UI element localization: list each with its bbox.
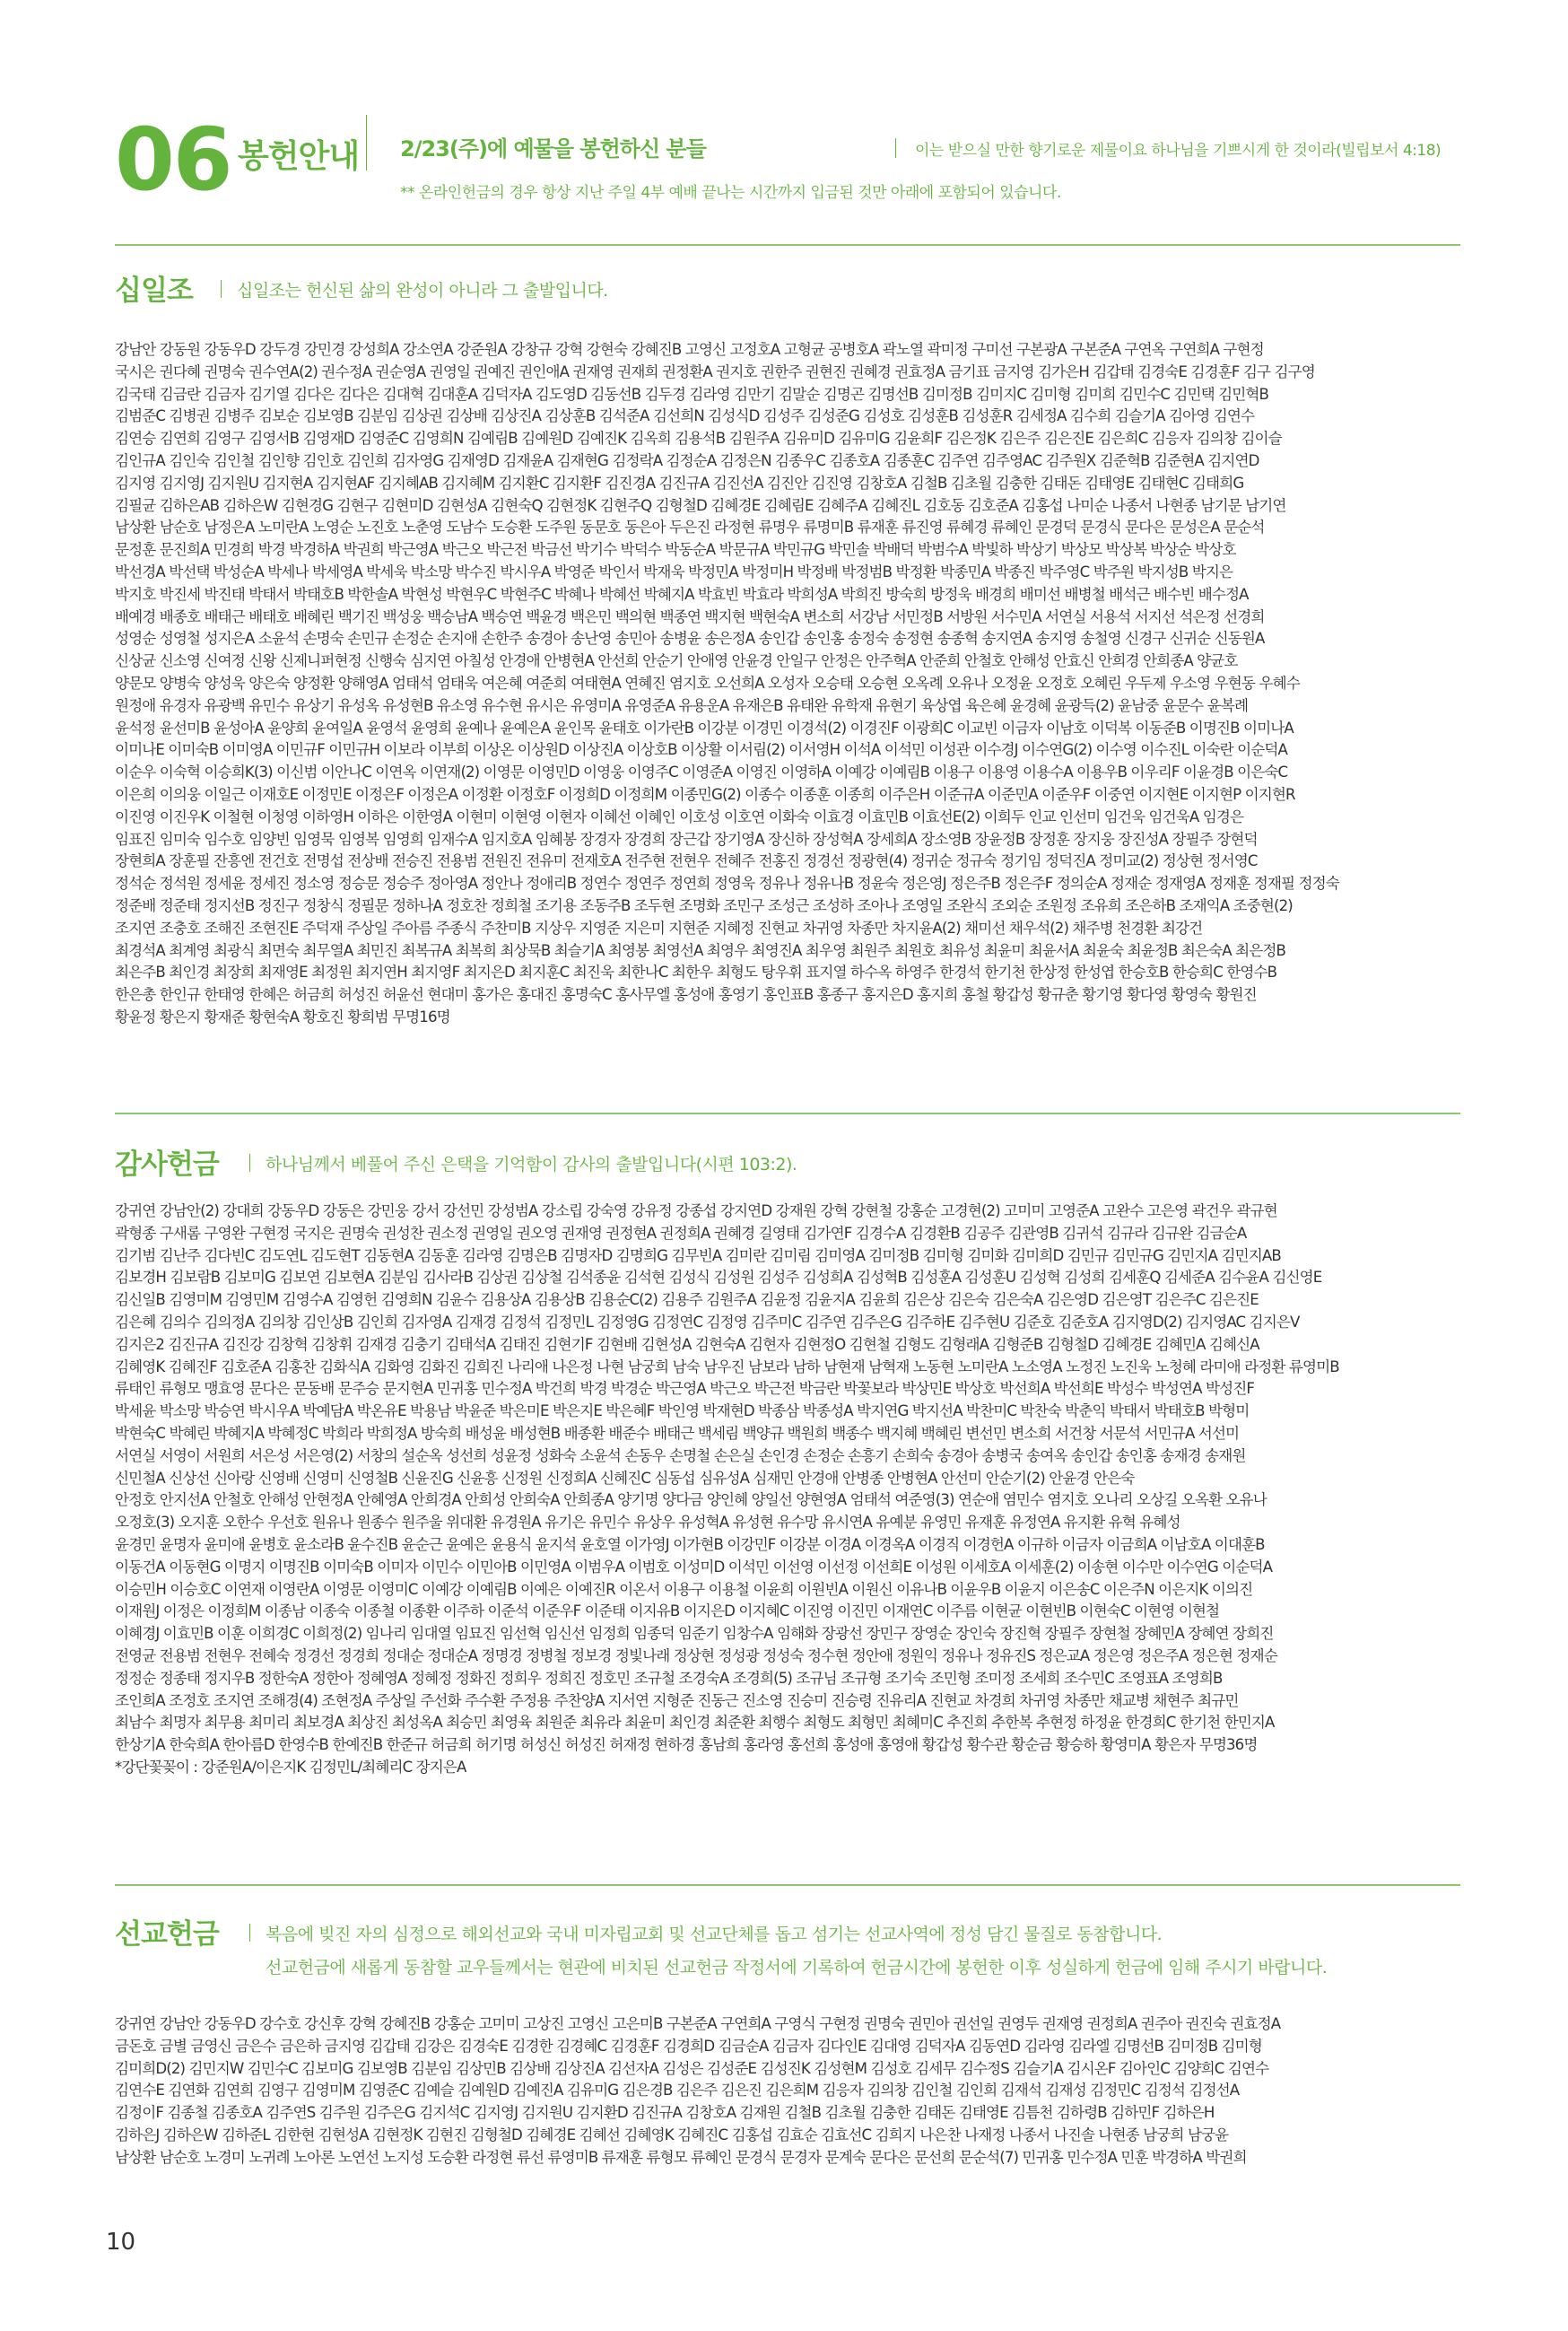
tithe-name-line: 성영순 성영철 성지은A 소윤석 손명숙 손민규 손정순 손지애 손한주 송경아 송난영 송민아 송병윤 송은정A 송인갑 송인홍 송정숙 송정현 송종혁 송지연A 송지영 송철영 신경구 신귀순 신동원A xyxy=(115,630,1265,648)
tithe-name-line: 문정훈 문진희A 민경희 박경 박경하A 박권희 박근영A 박근오 박근전 박금선 박기수 박덕수 박동순A 박문규A 박민규G 박민솔 박배덕 박범수A 박빛하 박상기 박상모 박상복 박상순 박상호 xyxy=(115,541,1236,559)
tithe-name-line: 장현희A 장훈필 잔흥엔 전건호 전명섭 전상배 전승진 전용범 전원진 전유미 전재호A 전주현 전현우 전혜주 전홍진 정경선 정광현(4) 정귀순 정규숙 정기임 정덕진A 정미교(2) 정상현 정서영C xyxy=(115,852,1258,870)
mission-name-line: 김하은J 김하은W 김하준L 김한현 김현성A 김현정K 김현진 김형철D 김혜경E 김혜선 김혜영K 김혜진C 김홍섭 김효순 김효선C 김희지 나은찬 나재정 나종서 나진솔 나현종 남궁희 남궁윤 xyxy=(115,2126,1229,2143)
thanks-name-line: 신민철A 신상선 신아랑 신영배 신영미 신영철B 신윤진G 신윤흥 신정원 신정희A 신혜진C 심동섭 심유성A 심재민 안경애 안병종 안병현A 안선미 안순기(2) 안윤경 안은숙 xyxy=(115,1469,1135,1487)
tithe-name-line: 이미나E 이미숙B 이미영A 이민규F 이민규H 이보라 이부희 이상온 이상원D 이상진A 이상호B 이상활 이서림(2) 이서영H 이석A 이석민 이성관 이수경J 이수연G(2) 이수영 이수진L 이숙란 이순덕A xyxy=(115,741,1287,759)
thanks-name-line: 최남수 최명자 최무용 최미리 최보경A 최상진 최성옥A 최승민 최영육 최원준 최유라 최윤미 최인경 최준환 최행수 최형도 최형민 최혜미C 추진희 추한복 추현정 하정윤 한경희C 한기천 한민지A xyxy=(115,1714,1275,1732)
tithe-name-line: 이순우 이숙혁 이승희K(3) 이신범 이안나C 이연옥 이연재(2) 이영문 이영민D 이영웅 이영주C 이영준A 이영진 이영하A 이예강 이예림B 이용구 이용영 이용수A 이용우B 이우리F 이윤경B 이은숙C xyxy=(115,764,1288,781)
thanks-name-line: 곽형종 구새롬 구영완 구현정 국지은 권명숙 권성찬 권소정 권영일 권오영 권재영 권정현A 권정희A 권혜경 길영태 김가연F 김경수A 김경환B 김공주 김관영B 김귀석 김규라 김규완 김금순A xyxy=(115,1224,1247,1242)
thanks-title: 감사헌금 xyxy=(115,1148,219,1181)
quote-separator xyxy=(895,138,896,158)
section-subtitle: 2/23(주)에 예물을 봉헌하신 분들 xyxy=(400,136,706,162)
tithe-name-line: 김필균 김하은AB 김하은W 김현경G 김현구 김현미D 김현성A 김현숙Q 김현정K 김현주Q 김형철D 김혜경E 김혜림E 김혜주A 김혜진L 김호동 김호준A 김홍섭 나미순 나종서 나현종 남기문 남기연 xyxy=(115,496,1286,514)
tithe-name-line: 강남안 강동원 강동우D 강두경 강민경 강성희A 강소연A 강준원A 강창규 강혁 강현숙 강혜진B 고영신 고정호A 고형균 공병호A 곽노열 곽미정 구미선 구본광A 구본준A 구연옥 구연희A 구현정 xyxy=(115,341,1264,358)
tithe-name-line: 황윤정 황은지 황재준 황현숙A 황호진 황희범 무명16명 xyxy=(115,1008,450,1026)
tithe-name-line: 국시은 권다혜 권명숙 권수연A(2) 권수정A 권순영A 권영일 권예진 권인애A 권재영 권재희 권정환A 권지호 권한주 권현진 권혜경 권효정A 금기표 금지영 김가은H 김갑태 김경숙E 김경훈F 김구 김구영 xyxy=(115,362,1315,380)
mission-section xyxy=(115,1911,1460,2169)
mission-name-line: 김연수E 김연화 김연희 김영구 김영미M 김영준C 김예슬 김예원D 김예진A 김유미G 김은경B 김은주 김은진 김은희M 김응자 김의창 김인철 김인희 김재석 김재성 김정민C 김정석 김정선A xyxy=(115,2082,1240,2100)
mission-name-line: 남상환 남순호 노경미 노귀례 노아론 노연선 노지성 도승환 라정현 류선 류영미B 류재훈 류형모 류혜인 문경식 문경자 문계숙 문다은 문선희 문순석(7) 민귀홍 민수정A 민훈 박경하A 박권희 xyxy=(115,2148,1247,2166)
thanks-name-line: 조인희A 조정호 조지연 조해경(4) 조현정A 주상일 주선화 주수환 주정용 주찬양A 지서연 지형준 진동근 진소영 진승미 진승령 진유리A 진현교 차경희 차귀영 차종만 채교병 채현주 최규민 xyxy=(115,1691,1239,1709)
thanks-name-line: 정정순 정종태 정지우B 정한숙A 정한아 정혜영A 정혜정 정화진 정희우 정희진 정호민 조규철 조경숙A 조경희(5) 조규님 조규형 조기숙 조민형 조미정 조세희 조수민C 조영표A 조영희B xyxy=(115,1669,1223,1687)
title-divider xyxy=(366,115,367,170)
tithe-title: 십일조 xyxy=(115,275,193,307)
thanks-name-line: 류태인 류형모 맹효영 문다은 문동배 문주승 문지현A 민귀홍 민수정A 박건희 박경 박경순 박근영A 박근오 박근전 박금란 박꽃보라 박상민E 박상호 박선희A 박선희E 박성수 박성연A 박성진F xyxy=(115,1380,1255,1398)
tithe-name-line: 정준배 정준태 정지선B 정진구 정창식 정필문 정하나A 정호찬 정희철 조기용 조동주B 조두현 조명화 조민구 조성근 조성하 조아나 조영일 조완식 조외순 조원정 조유희 조은하B 조재익A 조중현(2) xyxy=(115,896,1293,914)
thanks-name-line: 오정호(3) 오지훈 오한수 우선호 원유나 원종수 원주울 위대환 유경원A 유기은 유민수 유상우 유성혁A 유성현 유수망 유시연A 유예분 유영민 유재훈 유정연A 유지환 유혁 유혜성 xyxy=(115,1514,1180,1532)
mission-desc: 복음에 빚진 자의 심정으로 해외선교와 국내 미자립교회 및 선교단체를 돕고 섬기는 선교사역에 정성 담긴 물질로 동참합니다. xyxy=(266,1925,1163,1944)
page-number: 10 xyxy=(106,2229,136,2256)
divider-rule xyxy=(115,244,1460,246)
tithe-name-line: 김연승 김연희 김영구 김영서B 김영재D 김영준C 김영희N 김예림B 김예원D 김예진K 김옥희 김용석B 김원주A 김유미D 김유미G 김윤희F 김은정K 김은주 김은진E 김은희C 김응자 김의창 김이슬 xyxy=(115,430,1282,448)
mission-name-line: 김미희D(2) 김민지W 김민수C 김보미G 김보영B 김분임 김상민B 김상배 김상진A 김선자A 김성은 김성준E 김성진K 김성현M 김성호 김세무 김수정S 김슬기A 김시온F 김아인C 김양희C 김연수 xyxy=(115,2059,1269,2077)
thanks-name-line: *강단꽃꽂이 : 강준원A/이은지K 김정민L/최혜리C 장지은A xyxy=(115,1758,466,1776)
thanks-separator xyxy=(249,1154,250,1172)
mission-name-line: 김정이F 김종철 김종호A 김주연S 김주원 김주은G 김지석C 김지영J 김지원U 김지환D 김진규A 김창호A 김재원 김철B 김초월 김충한 김태돈 김태영E 김틈천 김하령B 김하민F 김하은H xyxy=(115,2104,1215,2122)
tithe-name-line: 원정애 유경자 유광백 유민수 유상기 유성옥 유성현B 유소영 유수현 유시은 유영미A 유영준A 유용운A 유재은B 유태완 유학재 유현기 육상엽 육은혜 윤경혜 윤광득(2) 윤남중 윤문수 윤복례 xyxy=(115,696,1249,714)
tithe-name-line: 정석순 정석원 정세윤 정세진 정소영 정승문 정승주 정아영A 정안나 정애리B 정연수 정연주 정연희 정영욱 정유나 정유나B 정윤숙 정은영J 정은주B 정은주F 정의순A 정재순 정재영A 정재훈 정재필 정정숙 xyxy=(115,875,1339,893)
section-number: 06 xyxy=(115,109,231,210)
mission-header xyxy=(115,1911,1460,1990)
tithe-name-line: 이진영 이진우K 이철현 이청영 이하영H 이하은 이한영A 이현미 이현영 이현자 이혜선 이혜인 이호성 이호연 이화숙 이효경 이효민B 이효선E(2) 이희두 인교 인선미 임건욱 임건욱A 임경은 xyxy=(115,808,1244,825)
tithe-name-line: 최경석A 최계영 최광식 최면숙 최무열A 최민진 최복규A 최복희 최상묵B 최슬기A 최영봉 최영선A 최영우 최영진A 최우영 최원주 최원호 최유성 최윤미 최윤서A 최윤숙 최윤정B 최은숙A 최은정B xyxy=(115,941,1286,959)
section-title: 봉헌안내 xyxy=(238,138,360,175)
thanks-section xyxy=(115,1141,1460,1779)
thanks-name-line: 김신일B 김영미M 김영민M 김영수A 김영헌 김영희N 김윤수 김용상A 김용상B 김용순C(2) 김용주 김원주A 김윤정 김윤지A 김윤희 김은상 김은숙 김은숙A 김은영D 김은영T 김은주C 김은진E xyxy=(115,1291,1259,1309)
thanks-name-line: 서연실 서영이 서원희 서은성 서은영(2) 서창의 설순옥 성선희 성윤정 성화숙 소윤석 손동우 손명철 손은실 손인경 손정순 손흥기 손희숙 송경아 송병국 송여옥 송인갑 송인홍 송재경 송재원 xyxy=(115,1446,1246,1464)
tithe-name-line: 김인규A 김인숙 김인철 김인향 김인호 김인희 김자영G 김재영D 김재윤A 김재현G 김정락A 김정순A 김정은N 김종우C 김종호A 김종훈C 김주연 김주영AC 김주원X 김준혁B 김준현A 김지연D xyxy=(115,451,1259,469)
thanks-name-line: 이승민H 이승호C 이연재 이영란A 이영문 이영미C 이예강 이예림B 이예은 이예진R 이온서 이용구 이용철 이윤희 이원빈A 이원신 이유나B 이윤우B 이윤지 이은송C 이은주N 이은지K 이의진 xyxy=(115,1580,1253,1598)
thanks-name-line: 한상기A 한숙희A 한아름D 한영수B 한예진B 한준규 허금희 허기명 허성신 허성진 허재정 현하경 홍남희 홍라영 홍선희 홍성애 홍영애 황갑성 황수관 황순금 황승하 황영미A 황은자 무명36명 xyxy=(115,1736,1258,1754)
thanks-name-list xyxy=(115,1200,1460,1779)
tithe-name-line: 배예경 배종호 배태근 배태호 배혜린 백기진 백성웅 백승남A 백승연 백윤경 백은민 백의현 백종연 백지현 백현숙A 변소희 서강남 서민정B 서방원 서수민A 서연실 서용석 서지선 석은정 선경희 xyxy=(115,607,1265,625)
mission-separator xyxy=(249,1924,250,1942)
mission-name-line: 금돈호 금별 금영신 금은수 금은하 금지영 김갑태 김강은 김경숙E 김경한 김경혜C 김경훈F 김경희D 김금순A 김금자 김다인E 김대영 김덕자A 김동연D 김라영 김라엘 김명선B 김미정B 김미형 xyxy=(115,2037,1262,2055)
tithe-desc: 십일조는 헌신된 삶의 완성이 아니라 그 출발입니다. xyxy=(237,281,608,301)
thanks-name-line: 강귀연 강남안(2) 강대희 강동우D 강동은 강민웅 강서 강선민 강성범A 강소립 강숙영 강유정 강종섭 강지연D 강재원 강혁 강현철 강홍순 고경현(2) 고미미 고영준A 고완수 고은영 곽건우 곽규현 xyxy=(115,1202,1277,1219)
tithe-name-line: 박지호 박진세 박진태 박태서 박태호B 박한솔A 박현성 박현우C 박현주C 박혜나 박혜선 박혜지A 박효빈 박효라 박희성A 박희진 방숙희 방정욱 배경희 배미선 배병철 배석근 배수빈 배수정A xyxy=(115,585,1249,603)
tithe-name-line: 임표진 임미숙 임수호 임양빈 임영묵 임영복 임영희 임재수A 임지호A 임혜봉 장경자 장경희 장근갑 장기영A 장신하 장성혁A 장세희A 장소영B 장윤정B 장정훈 장지웅 장진성A 장필주 장현덕 xyxy=(115,830,1258,848)
thanks-name-line: 이혜경J 이효민B 이훈 이희경C 이희정(2) 임나리 임대열 임묘진 임선혁 임신선 임정희 임종덕 임준기 임창수A 임해화 장광선 장민구 장영순 장인숙 장진혁 장필주 장현철 장혜민A 장혜연 장희진 xyxy=(115,1625,1274,1643)
thanks-name-line: 이재원J 이정은 이정희M 이종남 이종숙 이종철 이종환 이주하 이준석 이준우F 이준태 이지유B 이지은D 이지혜C 이진영 이진민 이재연C 이주름 이현균 이현빈B 이현숙C 이현영 이현철 xyxy=(115,1602,1220,1620)
section-quote: 이는 받으실 만한 향기로운 제물이요 하나님을 기쁘시게 한 것이라(빌립보서 4:18) xyxy=(915,142,1442,160)
mission-name-list xyxy=(115,2013,1460,2169)
tithe-name-line: 박선경A 박선택 박성순A 박세나 박세영A 박세욱 박소망 박수진 박시우A 박영준 박인서 박재욱 박정민A 박정미H 박정배 박정범B 박정환 박종민A 박종진 박주영C 박주원 박지성B 박지은 xyxy=(115,563,1233,581)
thanks-name-line: 박세윤 박소망 박승연 박시우A 박예담A 박온유E 박용남 박윤준 박은미E 박은지E 박은혜F 박인영 박재현D 박종삼 박종성A 박지연G 박지선A 박찬미C 박찬숙 박춘익 박태서 박태호B 박형미 xyxy=(115,1402,1250,1420)
mission-desc-2: 선교헌금에 새롭게 동참할 교우들께서는 현관에 비치된 선교헌금 작정서에 기록하여 헌금시간에 봉헌한 이후 성실하게 헌금에 임해 주시기 바랍니다. xyxy=(266,1958,1328,1977)
tithe-name-list xyxy=(115,339,1460,1029)
divider-rule xyxy=(115,1113,1460,1114)
tithe-name-line: 남상환 남순호 남정은A 노미란A 노영순 노진호 노춘영 도남수 도승환 도주원 동문호 동은아 두은진 라정현 류명우 류명미B 류재훈 류진영 류혜경 류혜인 문경덕 문경식 문다은 문성은A 문순석 xyxy=(115,519,1265,537)
mission-title: 선교헌금 xyxy=(115,1918,219,1951)
tithe-name-line: 양문모 양병숙 양성욱 양은숙 양정환 양해영A 엄태석 엄태욱 여은혜 여준희 여태현A 연혜진 염지호 오선희A 오성자 오승태 오승현 오옥례 오유나 오정윤 오정호 오혜린 우두제 우소영 우현동 우혜수 xyxy=(115,674,1300,692)
tithe-name-line: 윤석정 윤선미B 윤성아A 윤양희 윤여일A 윤영석 윤영희 윤예나 윤예은A 윤인목 윤태호 이가란B 이강분 이경민 이경석(2) 이경진F 이광희C 이교빈 이금자 이남호 이덕복 이동준B 이명진B 이미나A xyxy=(115,719,1294,737)
thanks-name-line: 김혜영K 김혜진F 김호준A 김홍찬 김화식A 김화영 김화진 김희진 나리애 나은정 나현 남궁희 남숙 남우진 남보라 남하 남현재 남혁재 노동현 노미란A 노소영A 노정진 노진욱 노청혜 라미애 라정환 류영미B xyxy=(115,1358,1339,1375)
tithe-name-line: 최은주B 최인경 최장희 최재영E 최정원 최지연H 최지영F 최지은D 최지훈C 최진욱 최한나C 최한우 최형도 탕우휘 표지열 하수옥 하영주 한경석 한기천 한상정 한성엽 한승호B 한승희C 한영수B xyxy=(115,964,1277,982)
thanks-desc: 하나님께서 베풀어 주신 은택을 기억함이 감사의 출발입니다(시편 103:2). xyxy=(266,1155,797,1174)
thanks-name-line: 전영균 전용범 전현우 전혜숙 정경선 정경희 정대순 정대순A 정명경 정병철 정보경 정빛나래 정상현 정성광 정성숙 정수현 정안애 정원익 정유나 정유진S 정은교A 정은영 정은주A 정은현 정재순 xyxy=(115,1646,1277,1664)
thanks-name-line: 김기범 김난주 김다빈C 김도연L 김도현T 김동현A 김동훈 김라영 김명은B 김명자D 김명희G 김무빈A 김미란 김미림 김미영A 김미정B 김미형 김미화 김미희D 김민규 김민규G 김민지A 김민지AB xyxy=(115,1246,1281,1264)
thanks-name-line: 이동건A 이동현G 이명지 이명진B 이미숙B 이미자 이민수 이민아B 이민영A 이범우A 이범호 이성미D 이석민 이선영 이선정 이선희E 이성원 이세호A 이세훈(2) 이송현 이수만 이수연G 이순덕A xyxy=(115,1558,1273,1576)
thanks-name-line: 윤경민 윤명자 윤미애 윤병호 윤소라B 윤수진B 윤순근 윤예은 윤용식 윤지석 윤호열 이가영J 이가현B 이강민F 이강분 이경A 이경옥A 이경직 이경헌A 이규하 이금자 이금희A 이남호A 이대훈B xyxy=(115,1535,1265,1553)
online-offering-note: ** 온라인헌금의 경우 항상 지난 주일 4부 예배 끝나는 시간까지 입금된 것만 아래에 포함되어 있습니다. xyxy=(400,184,1061,202)
mission-name-line: 강귀연 강남안 강동우D 강수호 강신후 강혁 강혜진B 강홍순 고미미 고상진 고영신 고은미B 구본준A 구연희A 구영식 구현정 권명숙 권민아 권선일 권영두 권재영 권정희A 권주아 권진숙 권효정A xyxy=(115,2015,1281,2032)
thanks-name-line: 김보경H 김보람B 김보미G 김보연 김보현A 김분임 김사라B 김상권 김상철 김석종윤 김석현 김성식 김성원 김성주 김성희A 김성혁B 김성훈A 김성훈U 김성혁 김성희 김세훈Q 김세준A 김수윤A 김신영E xyxy=(115,1269,1322,1287)
divider-rule xyxy=(115,1884,1460,1886)
tithe-separator xyxy=(221,280,222,298)
tithe-name-line: 이은희 이의웅 이일근 이재호E 이정민E 이정은F 이정은A 이정환 이정호F 이정희D 이정희M 이종민G(2) 이종수 이종훈 이종희 이주은H 이준규A 이준민A 이준우F 이중연 이지현E 이지현P 이지현R xyxy=(115,785,1295,803)
tithe-name-line: 김지영 김지영J 김지원U 김지현A 김지현AF 김지혜AB 김지혜M 김지환C 김지환F 김진경A 김진규A 김진선A 김진안 김진영 김창호A 김철B 김초월 김충한 김태돈 김태영E 김태현C 김태희G xyxy=(115,474,1244,492)
tithe-section xyxy=(115,267,1460,1029)
tithe-header xyxy=(115,267,1460,312)
tithe-name-line: 김범준C 김병권 김병주 김보순 김보영B 김분임 김상권 김상배 김상진A 김상훈B 김석준A 김선희N 김성식D 김성주 김성준G 김성호 김성훈B 김성훈R 김세정A 김수희 김슬기A 김아영 김연수 xyxy=(115,407,1255,425)
section-header xyxy=(115,109,1460,231)
thanks-header xyxy=(115,1141,1460,1186)
thanks-name-line: 김지은2 김진규A 김진강 김창혁 김창휘 김재경 김충기 김태석A 김태진 김현기F 김현배 김현성A 김현숙A 김현자 김현정O 김현철 김형도 김형래A 김형준B 김형철D 김혜경E 김혜민A 김혜신A xyxy=(115,1335,1259,1353)
thanks-name-line: 안정호 안지선A 안철호 안해성 안현정A 안혜영A 안희경A 안희성 안희숙A 안희종A 양기명 양다금 양인혜 양일선 양현영A 엄태석 여준영(3) 연순애 염민수 염지호 오나리 오상길 오옥환 오유나 xyxy=(115,1491,1267,1509)
tithe-name-line: 조지연 조충호 조해진 조현진E 주덕재 주상일 주아름 주종식 주찬미B 지상우 지영준 지은미 지현준 지혜정 진현교 차귀영 차종만 차지윤A(2) 채미선 채우석(2) 채주병 천경환 최강건 xyxy=(115,919,1203,937)
tithe-name-line: 한은총 한인규 한태영 한혜은 허금희 허성진 허윤선 현대미 홍가은 홍대진 홍명숙C 홍사무엘 홍성애 홍영기 홍인표B 홍종구 홍지은D 홍지희 홍철 황갑성 황규춘 황기영 황다영 황영숙 황원진 xyxy=(115,986,1257,1004)
thanks-name-line: 김은혜 김의수 김의정A 김의창 김인상B 김인희 김자영A 김재경 김정석 김정민L 김정영G 김정연C 김정영 김주미C 김주연 김주은G 김주하E 김주현U 김준호 김준호A 김지영D(2) 김지영AC 김지은V xyxy=(115,1313,1300,1331)
tithe-name-line: 김국태 김금란 김금자 김기열 김다은 김다은 김대혁 김대훈A 김덕자A 김도영D 김동선B 김두경 김라영 김만기 김말순 김명곤 김명선B 김미정B 김미지C 김미형 김미희 김민수C 김민택 김민혁B xyxy=(115,385,1269,403)
thanks-name-line: 박현숙C 박혜린 박혜지A 박혜정C 박희라 박희정A 방숙희 배성윤 배성현B 배종환 배준수 배태근 백세림 백양규 백원희 백종수 백지혜 백혜린 변선민 변소희 서건창 서문석 서민규A 서선미 xyxy=(115,1424,1240,1442)
tithe-name-line: 신상균 신소영 신여정 신왕 신제니퍼현정 신행숙 심지연 아칠성 안경애 안병현A 안선희 안순기 안애영 안윤경 안일구 안정은 안주혁A 안준희 안철호 안해성 안효신 안희경 안희종A 양균호 xyxy=(115,652,1238,670)
